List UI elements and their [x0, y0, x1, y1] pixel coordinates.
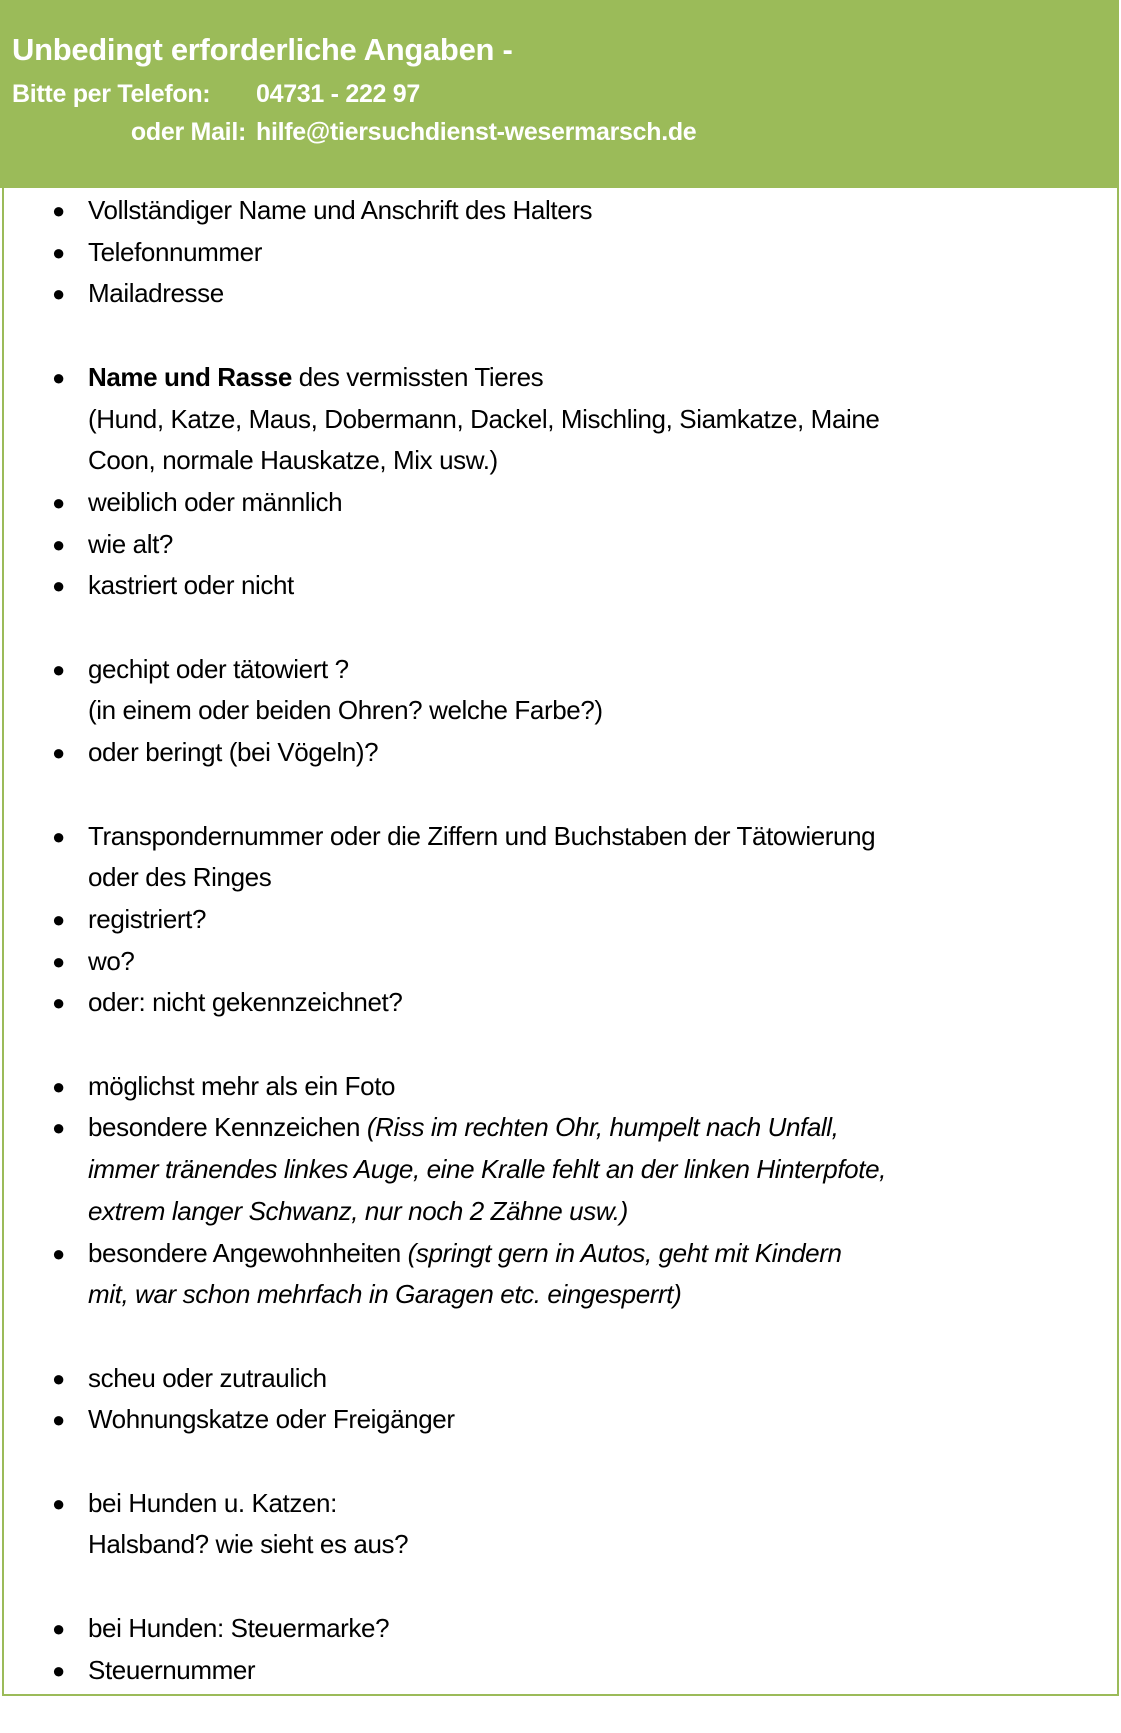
item-line	[88, 1149, 1110, 1191]
bullet-icon: ●	[52, 1615, 65, 1641]
list-item	[0, 232, 1110, 274]
bullet-icon: ●	[52, 1115, 65, 1141]
item-text: Transpondernummer oder die Ziffern und Buchstaben der Tätowierung	[88, 820, 876, 851]
bullet-icon: ●	[52, 823, 65, 849]
list-item	[0, 1358, 1110, 1400]
item-line	[88, 1399, 1110, 1441]
bullet-icon: ●	[52, 656, 65, 682]
item-line	[88, 1524, 1110, 1566]
item-line	[88, 1233, 1110, 1275]
item-text: Coon, normale Hauskatze, Mix usw.)	[88, 445, 498, 476]
item-line	[88, 1608, 1110, 1650]
mail-link[interactable]: hilfe@tiersuchdienst-wesermarsch.de	[256, 118, 697, 146]
item-line	[88, 857, 1110, 899]
list-group	[0, 816, 1110, 1025]
item-line	[88, 1483, 1110, 1525]
bullet-icon: ●	[52, 281, 65, 307]
item-line	[88, 524, 1110, 566]
list-item	[0, 732, 1110, 774]
item-line	[88, 440, 1110, 482]
list-item	[0, 565, 1110, 607]
item-line	[88, 732, 1110, 774]
bullet-icon: ●	[52, 1240, 65, 1266]
item-line	[88, 1358, 1110, 1400]
page-title: Unbedingt erforderliche Angaben -	[12, 32, 513, 67]
item-line	[88, 1191, 1110, 1233]
item-text: bei Hunden u. Katzen:	[88, 1487, 337, 1518]
item-text: registriert?	[88, 903, 207, 934]
list-item	[0, 1066, 1110, 1108]
bullet-icon: ●	[52, 1365, 65, 1391]
item-text: oder beringt (bei Vögeln)?	[88, 737, 379, 768]
item-line	[88, 899, 1110, 941]
item-text: kastriert oder nicht	[88, 570, 294, 601]
item-text: (springt gern in Autos, geht mit Kindern	[407, 1237, 842, 1268]
list-item	[0, 482, 1110, 524]
bullet-icon: ●	[52, 364, 65, 390]
item-line	[88, 1066, 1110, 1108]
bullet-icon: ●	[52, 1657, 65, 1683]
item-line	[88, 690, 1110, 732]
list-item	[0, 524, 1110, 566]
list-item	[0, 1608, 1110, 1650]
item-text: oder: nicht gekennzeichnet?	[88, 987, 403, 1018]
item-text: wie alt?	[88, 528, 173, 559]
item-text: besondere Angewohnheiten	[88, 1237, 408, 1268]
phone-value: 04731 - 222 97	[256, 80, 421, 108]
item-text: gechipt oder tätowiert ?	[88, 653, 349, 684]
list-item	[0, 899, 1110, 941]
item-text: (Hund, Katze, Maus, Dobermann, Dackel, Mischling, Siamkatze, Maine	[88, 403, 880, 434]
item-text: (in einem oder beiden Ohren? welche Farbe?)	[88, 695, 603, 726]
item-text: Name und Rasse	[88, 361, 292, 392]
item-text: Halsband? wie sieht es aus?	[88, 1529, 409, 1560]
list-item	[0, 190, 1110, 232]
item-line	[88, 816, 1110, 858]
list-item	[0, 1233, 1110, 1316]
item-line	[88, 1274, 1110, 1316]
item-line	[88, 649, 1110, 691]
item-text: immer tränendes linkes Auge, eine Kralle fehlt an der linken Hinterpfote,	[88, 1154, 886, 1185]
item-text: Vollständiger Name und Anschrift des Halters	[88, 195, 593, 225]
header-banner	[0, 0, 1117, 188]
mail-row	[6, 118, 906, 147]
bullet-icon: ●	[52, 1490, 65, 1516]
item-text: mit, war schon mehrfach in Garagen etc. eingesperrt)	[88, 1279, 682, 1310]
bullet-icon: ●	[52, 239, 65, 265]
bullet-icon: ●	[52, 990, 65, 1016]
list-item	[0, 1107, 1110, 1232]
item-line	[88, 1650, 1110, 1692]
bullet-icon: ●	[52, 906, 65, 932]
item-line	[88, 399, 1110, 441]
item-text: oder des Ringes	[88, 862, 272, 893]
item-line	[88, 482, 1110, 524]
item-text: Wohnungskatze oder Freigänger	[88, 1404, 455, 1435]
list-item	[0, 649, 1110, 732]
bullet-icon: ●	[52, 740, 65, 766]
list-group	[0, 649, 1110, 774]
item-line	[88, 982, 1110, 1024]
item-line	[88, 941, 1110, 983]
bullet-icon: ●	[52, 531, 65, 557]
bullet-icon: ●	[52, 489, 65, 515]
list-group	[0, 1608, 1110, 1691]
bullet-icon: ●	[52, 948, 65, 974]
list-item	[0, 1650, 1110, 1692]
item-text: wo?	[88, 945, 135, 976]
item-text: Telefonnummer	[88, 236, 262, 267]
item-text: des vermissten Tieres	[291, 361, 544, 392]
item-line	[88, 1107, 1110, 1149]
list-group	[0, 1483, 1110, 1566]
item-line	[88, 565, 1110, 607]
phone-row	[12, 80, 912, 109]
item-line	[88, 357, 1110, 399]
list-item	[0, 816, 1110, 899]
list-item	[0, 982, 1110, 1024]
list-item	[0, 1483, 1110, 1566]
list-item	[0, 357, 1110, 482]
item-text: möglichst mehr als ein Foto	[88, 1070, 396, 1101]
bullet-icon: ●	[52, 573, 65, 599]
phone-label: Bitte per Telefon:	[12, 80, 211, 108]
item-text: bei Hunden: Steuermarke?	[88, 1612, 390, 1643]
item-line	[88, 232, 1110, 274]
item-text: Steuernummer	[88, 1654, 256, 1685]
list-item	[0, 273, 1110, 315]
mail-label: oder Mail:	[130, 118, 246, 146]
bullet-icon: ●	[52, 1407, 65, 1433]
list-item	[0, 1399, 1110, 1441]
list-group	[0, 357, 1110, 607]
list-group	[0, 1358, 1110, 1441]
item-text: weiblich oder männlich	[88, 486, 343, 517]
requirements-list	[0, 190, 1110, 1733]
list-item	[0, 941, 1110, 983]
item-text: scheu oder zutraulich	[88, 1362, 327, 1393]
item-line	[88, 190, 1110, 232]
item-text: extrem langer Schwanz, nur noch 2 Zähne usw.)	[88, 1195, 628, 1226]
list-group	[0, 1066, 1110, 1316]
item-text: Mailadresse	[88, 278, 224, 309]
bullet-icon: ●	[52, 1073, 65, 1099]
bullet-icon: ●	[52, 198, 65, 223]
item-text: besondere Kennzeichen	[88, 1112, 367, 1143]
item-line	[88, 273, 1110, 315]
item-text: (Riss im rechten Ohr, humpelt nach Unfall,	[366, 1112, 839, 1143]
list-group	[0, 190, 1110, 315]
